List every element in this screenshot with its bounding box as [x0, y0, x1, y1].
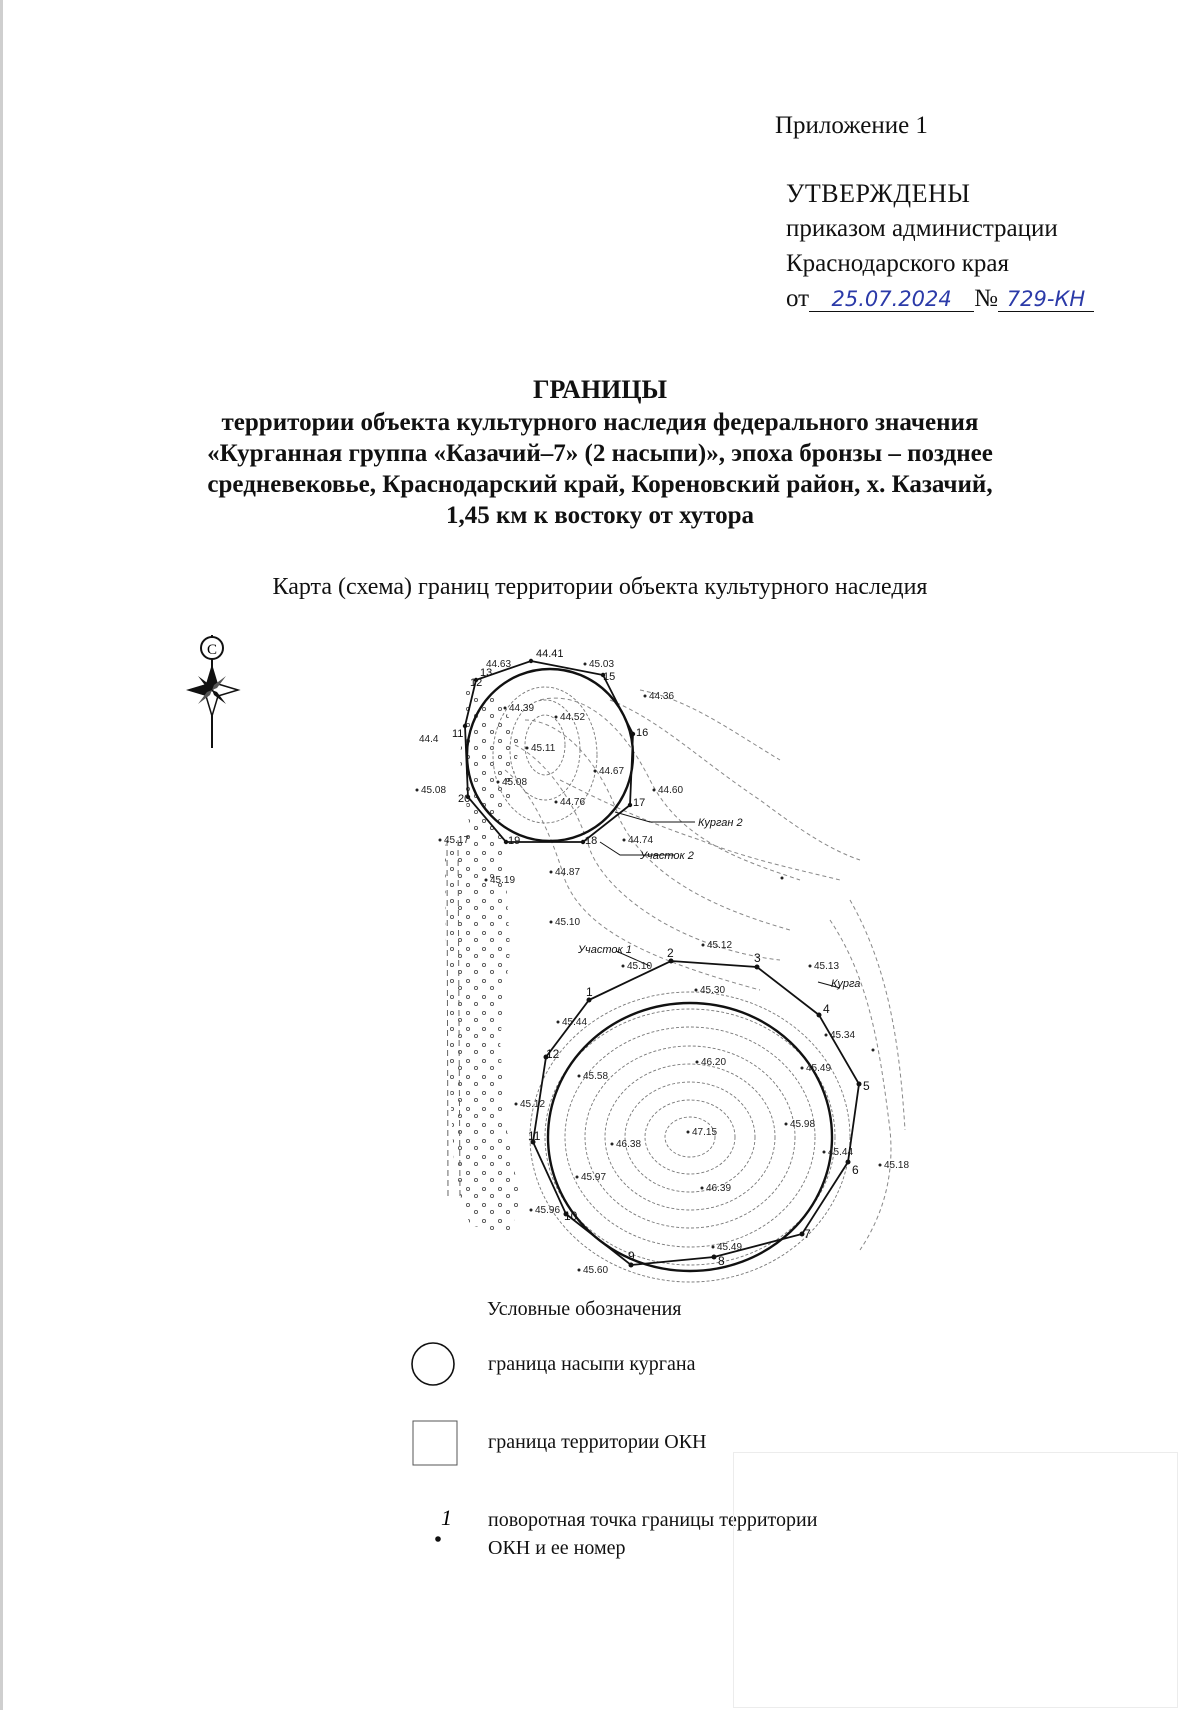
elevation: 44.60 [658, 785, 684, 796]
point-18: 18 [585, 835, 598, 847]
elevation: 45.58 [583, 1071, 609, 1082]
elevation: 44.39 [509, 703, 535, 714]
point-17: 17 [633, 797, 646, 809]
elevation: 45.44 [828, 1147, 854, 1158]
point-11b: 11 [452, 728, 464, 740]
elevation: 47.15 [692, 1127, 718, 1138]
kurgan1-mound-boundary [548, 1003, 832, 1271]
territory-boundary-1 [533, 961, 859, 1265]
elevation: 45.12 [707, 940, 733, 951]
elevation: 45.19 [490, 875, 516, 886]
elevation: 45.10 [627, 961, 653, 972]
elevation: 45.08 [502, 777, 528, 788]
elevation: 45.60 [583, 1265, 609, 1276]
dotted-area [445, 690, 520, 1235]
label-uchastok2: Участок 2 [640, 850, 694, 862]
point-5: 5 [863, 1079, 870, 1093]
title-main: ГРАНИЦЫ [532, 375, 668, 404]
label-kurgan1: Курга [831, 978, 861, 990]
handwritten-date: 25.07.2024 [809, 287, 974, 312]
elevation: 45.30 [700, 985, 726, 996]
point-13: 13 [480, 667, 493, 679]
point-11: 11 [528, 1129, 541, 1143]
elevation: 45.13 [814, 961, 840, 972]
date-prefix: от [786, 285, 810, 312]
point-12b: 12 [470, 677, 483, 689]
elevation: 45.17 [444, 835, 470, 846]
title-line3: средневековье, Краснодарский край, Кореновский район, х. Казачий, [207, 471, 993, 498]
legend-point-symbol [435, 1536, 441, 1542]
elevation-44-41: 44.41 [536, 648, 564, 660]
point-10: 10 [564, 1209, 578, 1223]
title-line1: территории объекта культурного наследия федерального значения [221, 409, 979, 436]
point-12: 12 [546, 1047, 560, 1061]
label-kurgan2: Курган 2 [698, 817, 743, 829]
elevation: 44.67 [599, 766, 625, 777]
point-9: 9 [628, 1249, 635, 1263]
point-3: 3 [754, 951, 761, 965]
elevation: 44.4 [419, 734, 439, 745]
point-2: 2 [667, 946, 674, 960]
elevation: 46.38 [616, 1139, 642, 1150]
elevation: 45.08 [421, 785, 447, 796]
elevation: 44.87 [555, 867, 581, 878]
elevation: 45.96 [535, 1205, 561, 1216]
elevation: 46.39 [706, 1183, 732, 1194]
point-15: 15 [603, 671, 616, 683]
legend-mound-symbol [412, 1343, 454, 1385]
elevation: 45.18 [884, 1160, 910, 1171]
approved-line1: приказом администрации [786, 215, 1058, 242]
elevation: 45.97 [581, 1172, 607, 1183]
title-line4: 1,45 км к востоку от хутора [445, 502, 755, 529]
elevation: 45.98 [790, 1119, 816, 1130]
elevation: 45.12 [520, 1099, 546, 1110]
point-1: 1 [586, 985, 593, 999]
legend-mound-label: граница насыпи кургана [488, 1353, 696, 1375]
elevation: 45.03 [589, 659, 615, 670]
legend-point-line1: поворотная точка границы территории [488, 1509, 818, 1531]
north-arrow-icon [186, 635, 238, 748]
elevation: 46.20 [701, 1057, 727, 1068]
point-20: 20 [458, 793, 471, 805]
legend-territory-label: граница территории ОКН [488, 1431, 707, 1453]
elevation: 44.74 [628, 835, 654, 846]
handwritten-number: 729-КН [998, 287, 1094, 312]
legend-point-line2: ОКН и ее номер [488, 1537, 626, 1559]
map-title: Карта (схема) границ территории объекта культурного наследия [272, 574, 928, 600]
appendix-label: Приложение 1 [775, 112, 928, 139]
elevation: 45.10 [555, 917, 581, 928]
legend-title: Условные обозначения [487, 1298, 682, 1320]
elevation: 44.52 [560, 712, 586, 723]
faded-stamp [733, 1452, 1178, 1708]
legend-territory-symbol [413, 1421, 457, 1465]
kurgan1-contours [530, 992, 850, 1282]
point-16: 16 [636, 727, 649, 739]
elevation: 44.76 [560, 797, 586, 808]
point-7: 7 [804, 1227, 811, 1241]
elevation: 45.11 [531, 743, 556, 754]
compass-letter: С [206, 642, 218, 658]
elevation: 44.36 [649, 691, 675, 702]
approved-line2: Краснодарского края [786, 250, 1009, 277]
point-6: 6 [852, 1163, 859, 1177]
point-4: 4 [823, 1002, 830, 1016]
point-19: 19 [508, 835, 521, 847]
elevation: 45.34 [830, 1030, 856, 1041]
elevation: 45.49 [717, 1242, 743, 1253]
point-8: 8 [718, 1254, 725, 1268]
number-prefix: № [974, 285, 998, 312]
label-uchastok1: Участок 1 [578, 944, 632, 956]
elevation: 44.63 [486, 659, 512, 670]
elevation: 45.44 [562, 1017, 588, 1028]
approved-title: УТВЕРЖДЕНЫ [786, 179, 971, 208]
elevation: 45.49 [806, 1063, 832, 1074]
legend-point-number: 1 [441, 1505, 452, 1530]
title-line2: «Курганная группа «Казачий–7» (2 насыпи)», эпоха бронзы – позднее [207, 440, 993, 467]
